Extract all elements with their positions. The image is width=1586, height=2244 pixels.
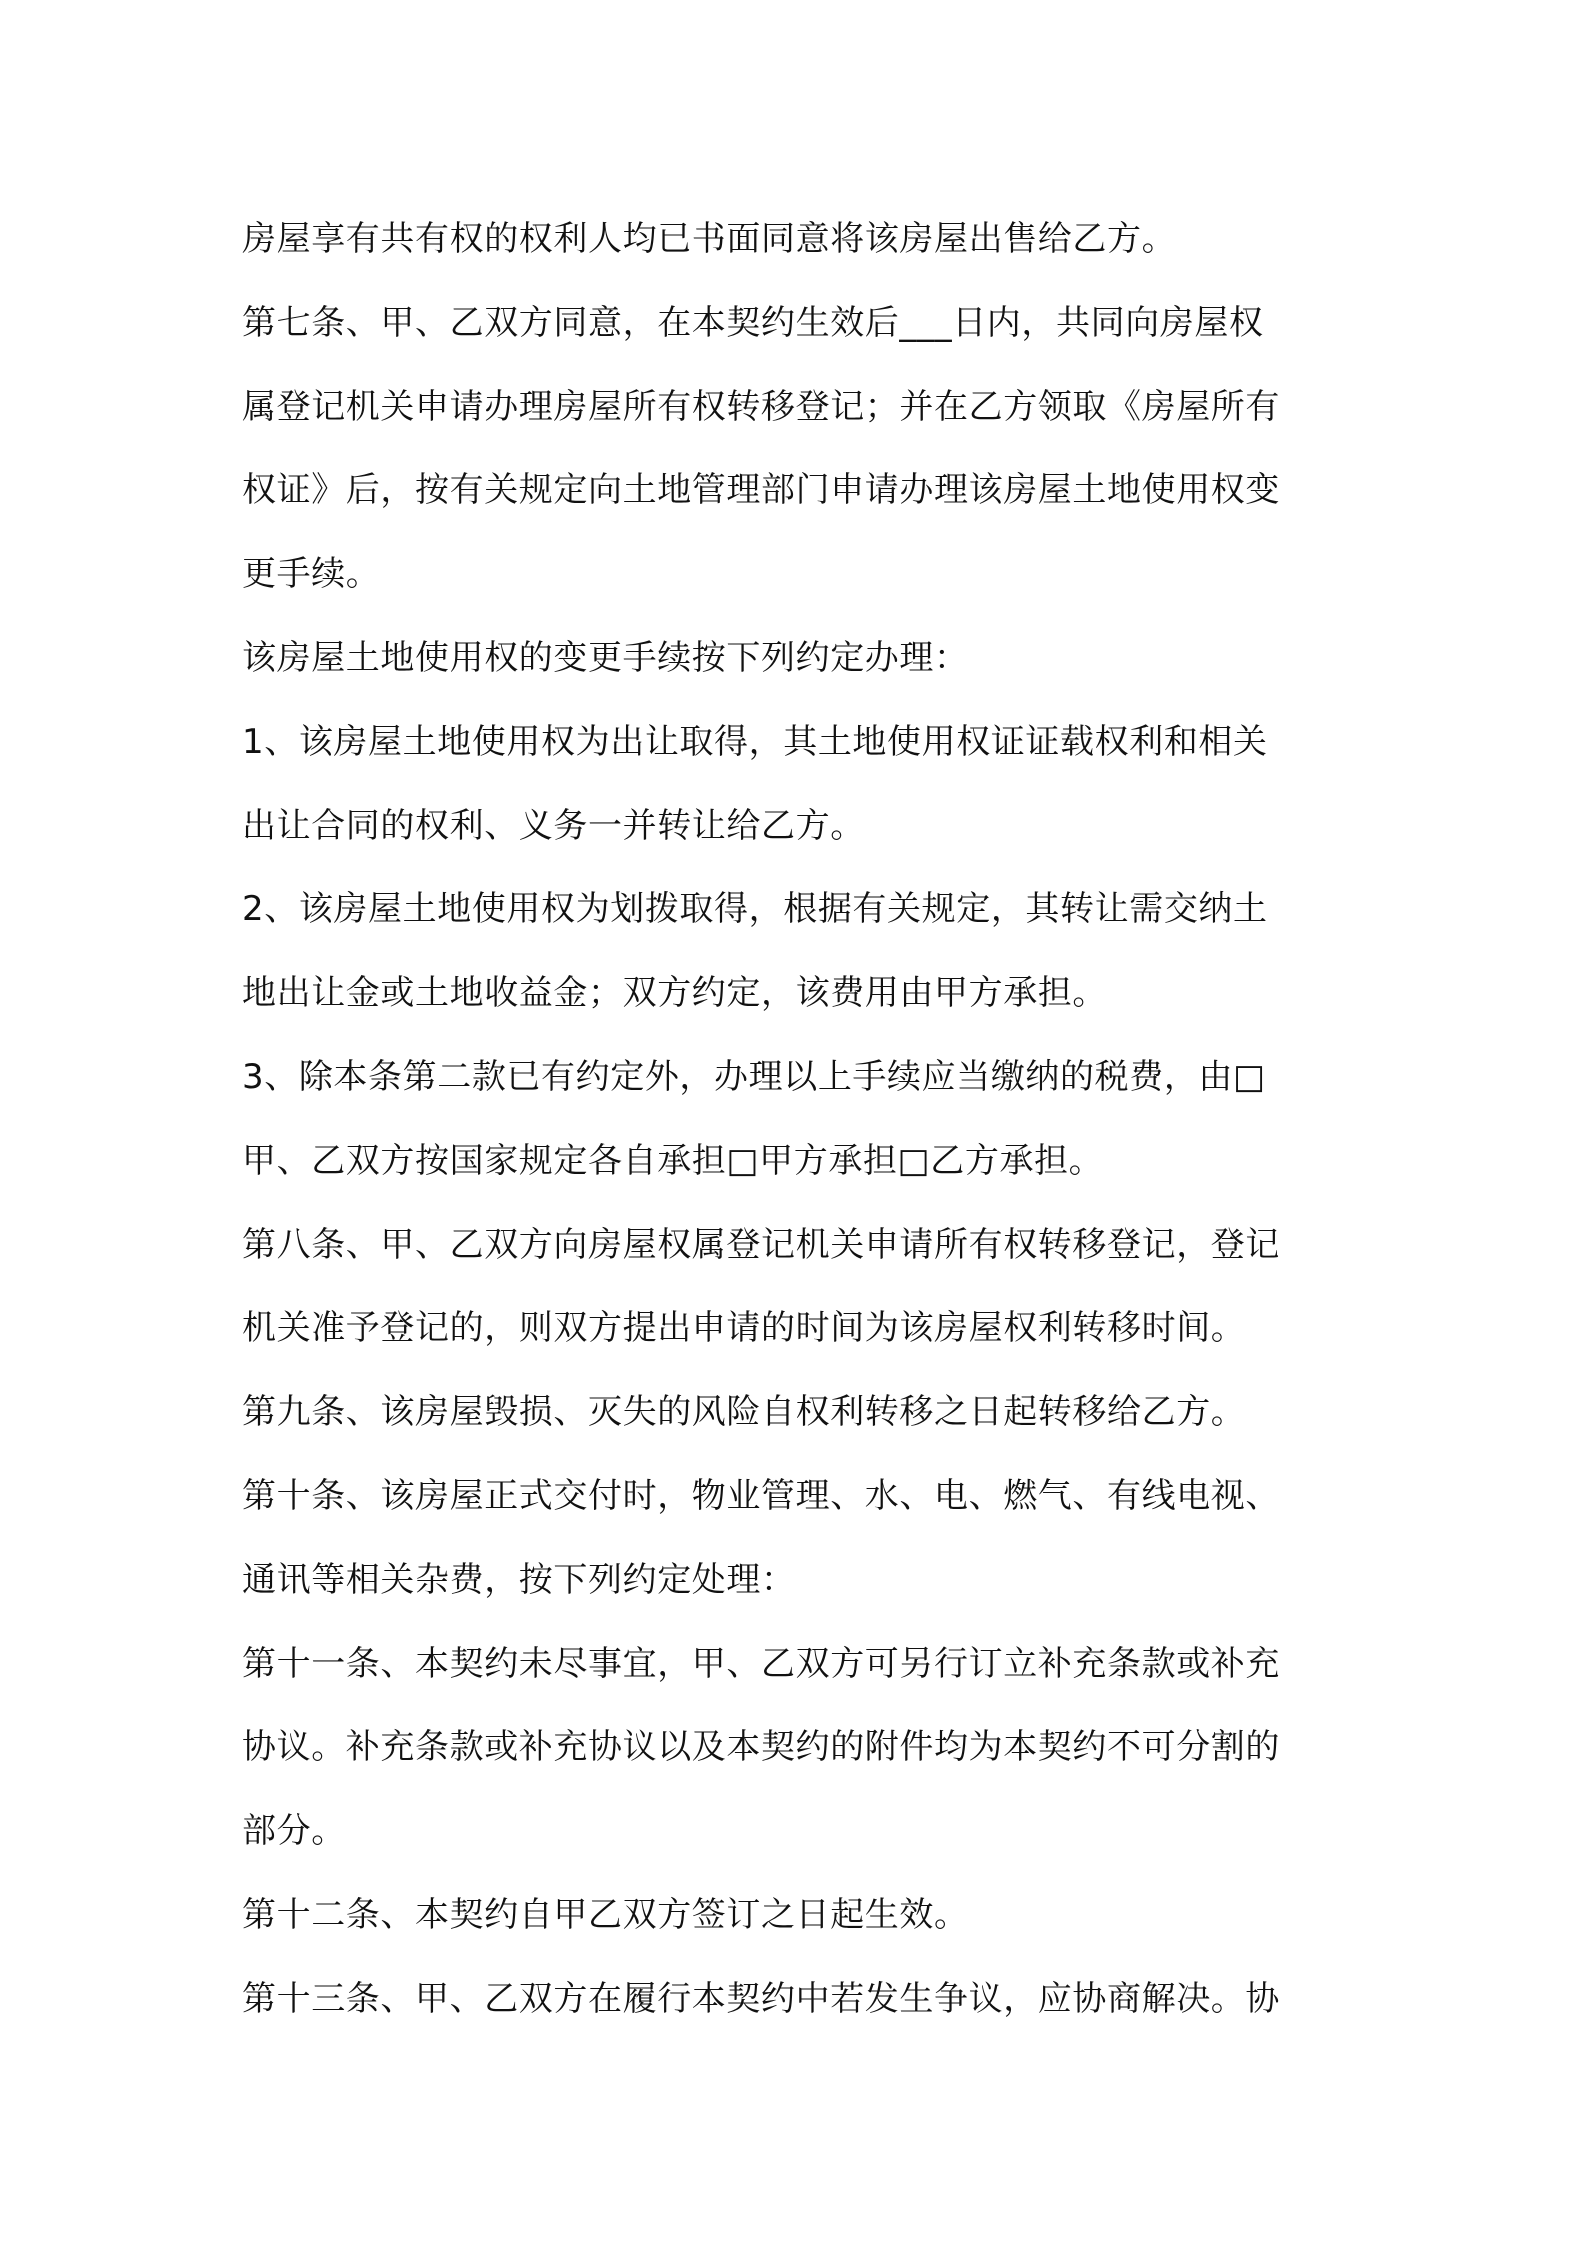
text-line: 甲、乙双方按国家规定各自承担□甲方承担□乙方承担。 [242, 1140, 1104, 1181]
text-line: 2、该房屋土地使用权为划拨取得，根据有关规定，其转让需交纳土 [242, 889, 1268, 930]
document-body [242, 198, 1352, 2042]
text-line: 1、该房屋土地使用权为出让取得，其土地使用权证证载权利和相关 [242, 721, 1268, 762]
text-line: 第九条、该房屋毁损、灭失的风险自权利转移之日起转移给乙方。 [242, 1392, 1246, 1433]
text-line: 出让合同的权利、义务一并转让给乙方。 [242, 805, 865, 846]
text-line: 协议。补充条款或补充协议以及本契约的附件均为本契约不可分割的 [242, 1727, 1280, 1768]
text-line: 第十一条、本契约未尽事宜，甲、乙双方可另行订立补充条款或补充 [242, 1643, 1280, 1684]
text-line: 地出让金或土地收益金；双方约定，该费用由甲方承担。 [242, 973, 1107, 1014]
text-line: 属登记机关申请办理房屋所有权转移登记；并在乙方领取《房屋所有 [242, 386, 1280, 427]
text-line: 第七条、甲、乙双方同意，在本契约生效后___日内，共同向房屋权 [242, 302, 1264, 343]
text-line: 房屋享有共有权的权利人均已书面同意将该房屋出售给乙方。 [242, 219, 1177, 259]
text-line: 3、除本条第二款已有约定外，办理以上手续应当缴纳的税费，由□ [242, 1056, 1266, 1097]
text-line: 该房屋土地使用权的变更手续按下列约定办理： [242, 637, 969, 678]
text-line: 权证》后，按有关规定向土地管理部门申请办理该房屋土地使用权变 [242, 470, 1280, 511]
text-line: 机关准予登记的，则双方提出申请的时间为该房屋权利转移时间。 [242, 1308, 1246, 1349]
text-line: 部分。 [242, 1811, 346, 1852]
text-line: 第八条、甲、乙双方向房屋权属登记机关申请所有权转移登记，登记 [242, 1224, 1280, 1265]
text-line: 第十二条、本契约自甲乙双方签订之日起生效。 [242, 1894, 969, 1935]
text-line: 第十条、该房屋正式交付时，物业管理、水、电、燃气、有线电视、 [242, 1475, 1280, 1516]
text-line: 通讯等相关杂费，按下列约定处理： [242, 1559, 796, 1600]
text-line: 第十三条、甲、乙双方在履行本契约中若发生争议，应协商解决。协 [242, 1978, 1280, 2019]
text-line: 更手续。 [242, 554, 381, 595]
